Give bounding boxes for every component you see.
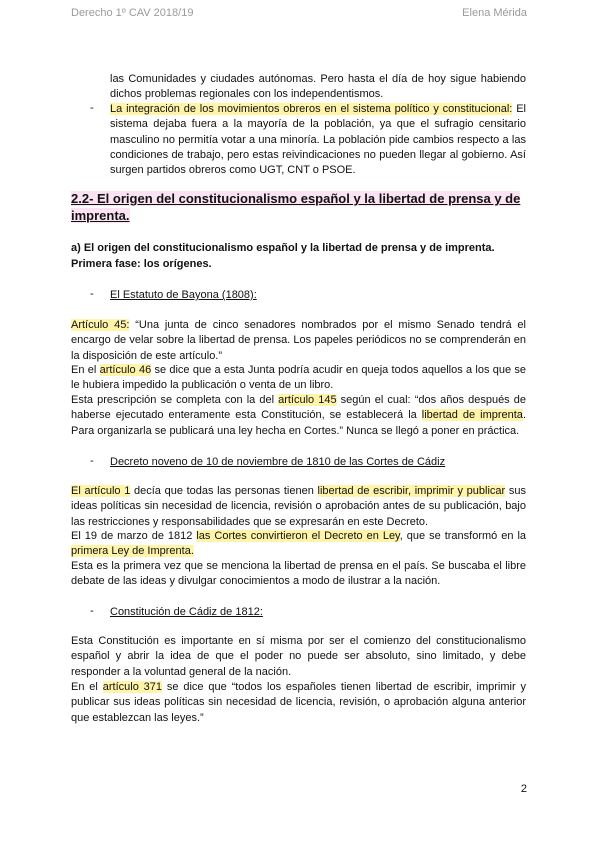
paragraph-art45: Artículo 45: “Una junta de cinco senadores nombrados por el mismo Senado tendrá el encargo de velar sobre la libertad de prensa. Los papeles periódicos no se comprenderán en la disposición de este artículo.” (71, 319, 526, 362)
paragraph-art371: En el artículo 371 se dice que “todos los españoles tienen libertad de escribir, imprimir y publicar sus ideas políticas sin necesidad de licencia, revisión, o aprobación alguna anterior que establezcan las leyes.” (71, 681, 526, 724)
paragraph-1812: El 19 de marzo de 1812 las Cortes convirtieron el Decreto en Ley, que se transformó en la primera Ley de Imprenta. (71, 530, 527, 558)
highlight: La integración de los movimientos obreros en el sistema político y constitucional: (110, 103, 513, 115)
continued-paragraph: las Comunidades y ciudades autónomas. Pero hasta el día de hoy sigue habiendo dichos problemas regionales con los independentismos. (110, 73, 526, 101)
paragraph-prensa: Esta es la primera vez que se menciona la libertad de prensa en el país. Se buscaba el libre debate de las ideas y divulgar conocimientos a modo de ilustrar a la nación. (71, 560, 526, 588)
page-number: 2 (520, 783, 527, 795)
paragraph-constitucion: Esta Constitución es importante en sí misma por ser el comienzo del constitucionalismo español y abrir la idea de que el poder no puede ser absoluto, sino limitado, y debe responder a la voluntad general de la nación. (71, 635, 526, 678)
bullet-paragraph: La integración de los movimientos obreros en el sistema político y constitucional: El sistema dejaba fuera a la mayoría de la población, ya que el sufragio censitario masculino no permitía votar a una minoría. La población pide cambios respecto a las condiciones de trabajo, pero estas reivindicaciones no pueden llegar al gobierno. Así surgen partidos obreros como UGT, CNT o PSOE. (110, 103, 526, 177)
bullet-dash: - (90, 455, 94, 467)
paragraph-art46: En el artículo 46 se dice que a esta Junta podría acudir en queja todos aquellos a los que se le hubiera impedido la publicación o venta de un libro. (71, 364, 526, 392)
decreto-title: Decreto noveno de 10 de noviembre de 1810 de las Cortes de Cádiz (110, 456, 446, 468)
header-right: Elena Mérida (462, 7, 527, 19)
bullet-dash: - (90, 288, 94, 300)
subsection-heading: a) El origen del constitucionalismo español y la libertad de prensa y de imprenta. Primera fase: los orígenes. (71, 242, 495, 270)
header-left: Derecho 1º CAV 2018/19 (71, 7, 194, 19)
paragraph-art145: Esta prescripción se completa con la del artículo 145 según el cual: “dos años después de haberse ejecutado enteramente esta Constitución, se establecerá la libertad de imprenta. Para organizarla se publicará una ley hecha en Cortes.” Nunca se llegó a poner en práctica. (71, 394, 526, 437)
section-heading: 2.2- El origen del constitucionalismo español y la libertad de prensa y de imprenta. (71, 191, 521, 223)
bullet-dash: - (90, 102, 94, 114)
bayona-title: El Estatuto de Bayona (1808): (110, 289, 257, 301)
bullet-dash: - (90, 605, 94, 617)
cadiz-title: Constitución de Cádiz de 1812: (110, 606, 263, 618)
paragraph-decreto-art1: El artículo 1 decía que todas las personas tienen libertad de escribir, imprimir y publicar sus ideas políticas sin necesidad de licencia, revisión o aprobación antes de su publicación, bajo las restricciones y responsabilidades que se expresarán en este Decreto. (71, 485, 526, 528)
